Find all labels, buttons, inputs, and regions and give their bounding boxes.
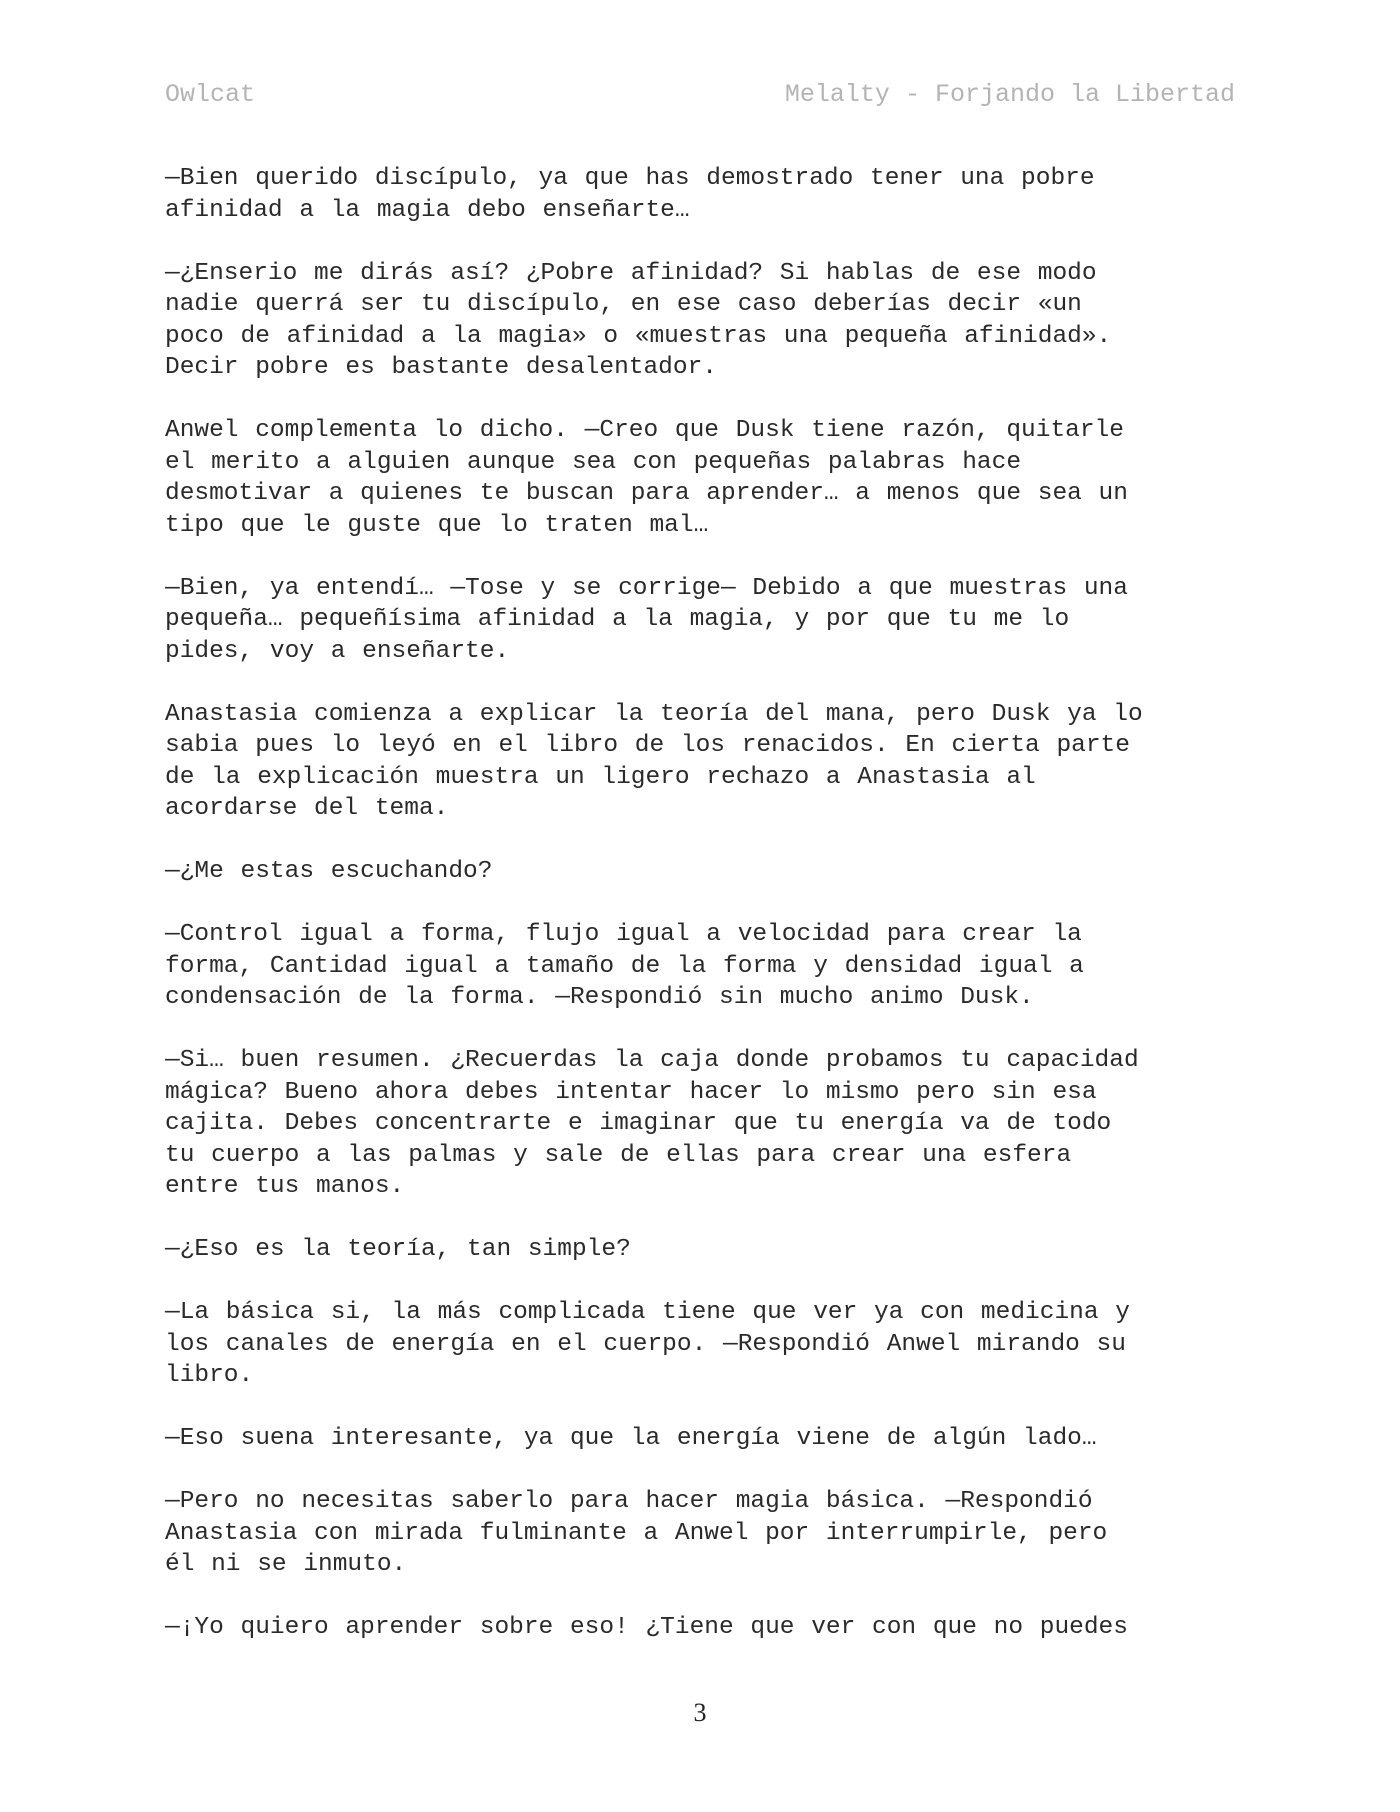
paragraph: —¿Me estas escuchando? (165, 858, 493, 885)
paragraph: —Eso suena interesante, ya que la energía viene de algún lado… (165, 1425, 1097, 1452)
header-title: Melalty - Forjando la Libertad (784, 80, 1235, 109)
paragraph: Anwel complementa lo dicho. —Creo que Dusk tiene razón, quitarle el merito a alguien aunque sea con pequeñas palabras hace desmotivar a quienes te buscan para aprender… a menos que sea un tipo que le guste que lo traten mal… (165, 417, 1128, 539)
paragraph: —¡Yo quiero aprender sobre eso! ¿Tiene que ver con que no puedes (165, 1614, 1128, 1641)
page-header (165, 80, 1235, 120)
paragraph: —Bien querido discípulo, ya que has demostrado tener una pobre afinidad a la magia debo enseñarte… (165, 165, 1095, 224)
paragraph: —La básica si, la más complicada tiene que ver ya con medicina y los canales de energía en el cuerpo. —Respondió Anwel mirando su libro. (165, 1299, 1130, 1389)
paragraph: —¿Eso es la teoría, tan simple? (165, 1236, 631, 1263)
page-number: 3 (693, 1698, 707, 1727)
paragraph: —Control igual a forma, flujo igual a velocidad para crear la forma, Cantidad igual a tamaño de la forma y densidad igual a condensación de la forma. —Respondió sin mucho animo Dusk. (165, 921, 1084, 1011)
header-author: Owlcat (165, 80, 256, 109)
paragraph: —Bien, ya entendí… —Tose y se corrige— Debido a que muestras una pequeña… pequeñísima afinidad a la magia, y por que tu me lo pides, voy a enseñarte. (165, 574, 1128, 665)
paragraph: —¿Enserio me dirás así? ¿Pobre afinidad? Si hablas de ese modo nadie querrá ser tu discípulo, en ese caso deberías decir «un poco de afinidad a la magia» o «muestras una pequeña afinidad». Decir pobre es bastante desalentador. (165, 259, 1112, 381)
paragraph: —Pero no necesitas saberlo para hacer magia básica. —Respondió Anastasia con mirada fulminante a Anwel por interrumpirle, pero él ni se inmuto. (165, 1488, 1108, 1578)
body-text (165, 163, 1245, 1675)
paragraph: —Si… buen resumen. ¿Recuerdas la caja donde probamos tu capacidad mágica? Bueno ahora debes intentar hacer lo mismo pero sin esa cajita. Debes concentrarte e imaginar que tu energía va de todo tu cuerpo a las palmas y sale de ellas para crear una esfera entre tus manos. (165, 1047, 1139, 1200)
paragraph: Anastasia comienza a explicar la teoría del mana, pero Dusk ya lo sabia pues lo leyó en el libro de los renacidos. En cierta parte de la explicación muestra un ligero rechazo a Anastasia al acordarse del tema. (165, 700, 1143, 822)
